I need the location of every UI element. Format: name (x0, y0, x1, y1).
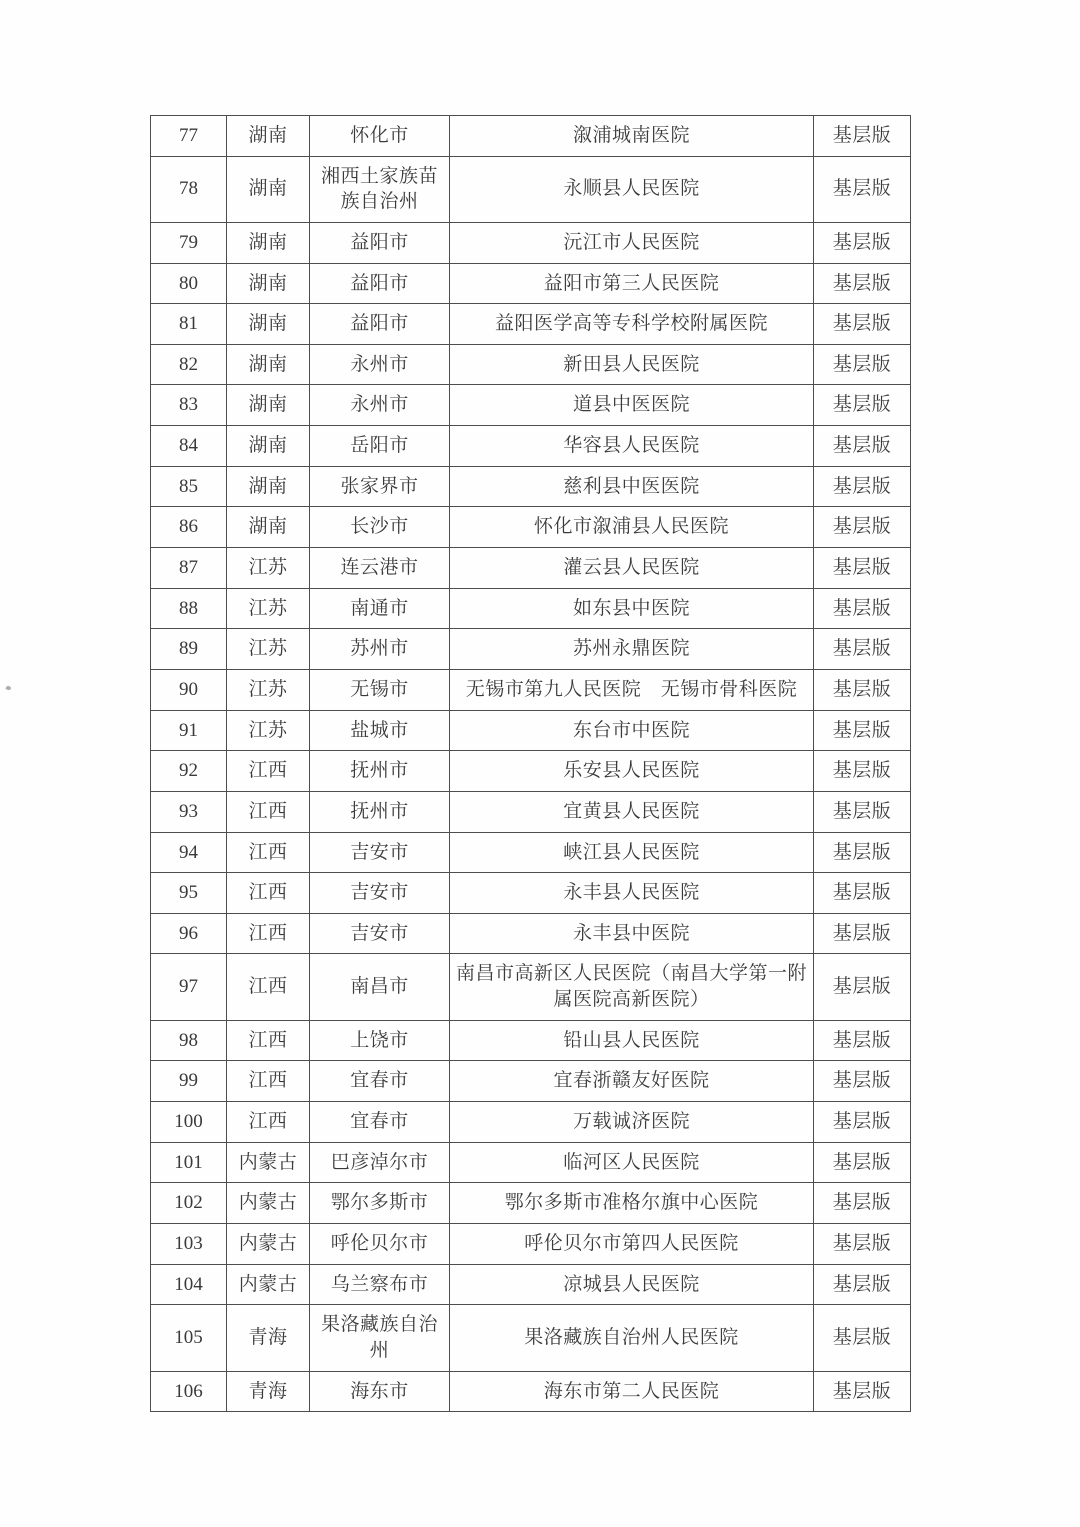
hospital-name-cell: 东台市中医院 (450, 710, 814, 751)
version-cell: 基层版 (814, 1305, 911, 1371)
table-row (151, 466, 911, 507)
row-number-cell: 86 (151, 507, 227, 548)
city-cell: 吉安市 (310, 873, 450, 914)
hospital-name-cell: 宜黄县人民医院 (450, 791, 814, 832)
table-row (151, 832, 911, 873)
row-number-cell: 77 (151, 116, 227, 157)
row-number-cell: 88 (151, 588, 227, 629)
province-cell: 内蒙古 (227, 1142, 310, 1183)
row-number-cell: 78 (151, 156, 227, 222)
row-number-cell: 100 (151, 1102, 227, 1143)
hospital-name-cell: 道县中医医院 (450, 385, 814, 426)
city-cell: 盐城市 (310, 710, 450, 751)
row-number-cell: 99 (151, 1061, 227, 1102)
table-row (151, 1142, 911, 1183)
city-cell: 巴彦淖尔市 (310, 1142, 450, 1183)
version-cell: 基层版 (814, 791, 911, 832)
province-cell: 江西 (227, 1020, 310, 1061)
hospital-name-cell: 海东市第二人民医院 (450, 1371, 814, 1412)
hospital-name-cell: 新田县人民医院 (450, 344, 814, 385)
version-cell: 基层版 (814, 1020, 911, 1061)
table-row (151, 1371, 911, 1412)
city-cell: 南通市 (310, 588, 450, 629)
version-cell: 基层版 (814, 1183, 911, 1224)
hospital-table-body (151, 116, 911, 1412)
table-row (151, 385, 911, 426)
hospital-name-cell: 临河区人民医院 (450, 1142, 814, 1183)
row-number-cell: 101 (151, 1142, 227, 1183)
city-cell: 乌兰察布市 (310, 1264, 450, 1305)
city-cell: 益阳市 (310, 263, 450, 304)
province-cell: 江西 (227, 1102, 310, 1143)
province-cell: 湖南 (227, 263, 310, 304)
row-number-cell: 81 (151, 304, 227, 345)
version-cell: 基层版 (814, 116, 911, 157)
city-cell: 益阳市 (310, 304, 450, 345)
province-cell: 江苏 (227, 669, 310, 710)
table-row (151, 507, 911, 548)
table-row (151, 116, 911, 157)
row-number-cell: 96 (151, 913, 227, 954)
table-row (151, 222, 911, 263)
version-cell: 基层版 (814, 954, 911, 1020)
row-number-cell: 95 (151, 873, 227, 914)
row-number-cell: 102 (151, 1183, 227, 1224)
province-cell: 江西 (227, 791, 310, 832)
city-cell: 无锡市 (310, 669, 450, 710)
version-cell: 基层版 (814, 222, 911, 263)
table-row (151, 1183, 911, 1224)
hospital-name-cell: 南昌市高新区人民医院（南昌大学第一附属医院高新医院） (450, 954, 814, 1020)
hospital-name-cell: 万载诚济医院 (450, 1102, 814, 1143)
table-row (151, 1305, 911, 1371)
hospital-name-cell: 如东县中医院 (450, 588, 814, 629)
table-row (151, 588, 911, 629)
table-row (151, 426, 911, 467)
province-cell: 湖南 (227, 466, 310, 507)
city-cell: 呼伦贝尔市 (310, 1223, 450, 1264)
version-cell: 基层版 (814, 751, 911, 792)
province-cell: 内蒙古 (227, 1223, 310, 1264)
hospital-name-cell: 苏州永鼎医院 (450, 629, 814, 670)
table-row (151, 548, 911, 589)
version-cell: 基层版 (814, 1264, 911, 1305)
city-cell: 吉安市 (310, 832, 450, 873)
province-cell: 湖南 (227, 507, 310, 548)
row-number-cell: 98 (151, 1020, 227, 1061)
table-row (151, 1061, 911, 1102)
hospital-name-cell: 益阳市第三人民医院 (450, 263, 814, 304)
row-number-cell: 80 (151, 263, 227, 304)
table-row (151, 344, 911, 385)
hospital-name-cell: 乐安县人民医院 (450, 751, 814, 792)
version-cell: 基层版 (814, 385, 911, 426)
province-cell: 江苏 (227, 588, 310, 629)
row-number-cell: 85 (151, 466, 227, 507)
city-cell: 抚州市 (310, 791, 450, 832)
city-cell: 长沙市 (310, 507, 450, 548)
city-cell: 果洛藏族自治州 (310, 1305, 450, 1371)
hospital-name-cell: 无锡市第九人民医院 无锡市骨科医院 (450, 669, 814, 710)
city-cell: 怀化市 (310, 116, 450, 157)
province-cell: 内蒙古 (227, 1183, 310, 1224)
city-cell: 宜春市 (310, 1061, 450, 1102)
hospital-name-cell: 峡江县人民医院 (450, 832, 814, 873)
province-cell: 江苏 (227, 629, 310, 670)
table-row (151, 156, 911, 222)
table-row (151, 1223, 911, 1264)
city-cell: 湘西土家族苗族自治州 (310, 156, 450, 222)
city-cell: 宜春市 (310, 1102, 450, 1143)
province-cell: 江西 (227, 954, 310, 1020)
version-cell: 基层版 (814, 832, 911, 873)
hospital-name-cell: 益阳医学高等专科学校附属医院 (450, 304, 814, 345)
province-cell: 青海 (227, 1371, 310, 1412)
version-cell: 基层版 (814, 669, 911, 710)
province-cell: 江西 (227, 832, 310, 873)
hospital-name-cell: 宜春浙赣友好医院 (450, 1061, 814, 1102)
version-cell: 基层版 (814, 466, 911, 507)
version-cell: 基层版 (814, 588, 911, 629)
row-number-cell: 94 (151, 832, 227, 873)
table-row (151, 710, 911, 751)
row-number-cell: 93 (151, 791, 227, 832)
province-cell: 湖南 (227, 156, 310, 222)
hospital-name-cell: 呼伦贝尔市第四人民医院 (450, 1223, 814, 1264)
hospital-name-cell: 永丰县中医院 (450, 913, 814, 954)
version-cell: 基层版 (814, 913, 911, 954)
table-row (151, 1264, 911, 1305)
table-row (151, 263, 911, 304)
hospital-name-cell: 怀化市溆浦县人民医院 (450, 507, 814, 548)
hospital-name-cell: 沅江市人民医院 (450, 222, 814, 263)
table-row (151, 669, 911, 710)
city-cell: 永州市 (310, 385, 450, 426)
table-row (151, 751, 911, 792)
province-cell: 江苏 (227, 548, 310, 589)
hospital-name-cell: 华容县人民医院 (450, 426, 814, 467)
province-cell: 湖南 (227, 304, 310, 345)
city-cell: 连云港市 (310, 548, 450, 589)
province-cell: 江西 (227, 751, 310, 792)
version-cell: 基层版 (814, 873, 911, 914)
table-row (151, 913, 911, 954)
row-number-cell: 84 (151, 426, 227, 467)
row-number-cell: 104 (151, 1264, 227, 1305)
table-row (151, 791, 911, 832)
row-number-cell: 87 (151, 548, 227, 589)
province-cell: 湖南 (227, 344, 310, 385)
city-cell: 抚州市 (310, 751, 450, 792)
row-number-cell: 105 (151, 1305, 227, 1371)
version-cell: 基层版 (814, 507, 911, 548)
row-number-cell: 91 (151, 710, 227, 751)
table-row (151, 304, 911, 345)
version-cell: 基层版 (814, 629, 911, 670)
province-cell: 江苏 (227, 710, 310, 751)
hospital-name-cell: 灌云县人民医院 (450, 548, 814, 589)
version-cell: 基层版 (814, 1102, 911, 1143)
row-number-cell: 106 (151, 1371, 227, 1412)
row-number-cell: 83 (151, 385, 227, 426)
version-cell: 基层版 (814, 304, 911, 345)
version-cell: 基层版 (814, 1371, 911, 1412)
province-cell: 湖南 (227, 116, 310, 157)
version-cell: 基层版 (814, 1223, 911, 1264)
version-cell: 基层版 (814, 263, 911, 304)
province-cell: 湖南 (227, 222, 310, 263)
hospital-name-cell: 永丰县人民医院 (450, 873, 814, 914)
province-cell: 江西 (227, 873, 310, 914)
version-cell: 基层版 (814, 548, 911, 589)
hospital-name-cell: 溆浦城南医院 (450, 116, 814, 157)
hospital-name-cell: 果洛藏族自治州人民医院 (450, 1305, 814, 1371)
province-cell: 湖南 (227, 385, 310, 426)
table-row (151, 1020, 911, 1061)
hospital-name-cell: 凉城县人民医院 (450, 1264, 814, 1305)
version-cell: 基层版 (814, 426, 911, 467)
row-number-cell: 89 (151, 629, 227, 670)
row-number-cell: 97 (151, 954, 227, 1020)
hospital-name-cell: 鄂尔多斯市准格尔旗中心医院 (450, 1183, 814, 1224)
province-cell: 青海 (227, 1305, 310, 1371)
city-cell: 吉安市 (310, 913, 450, 954)
row-number-cell: 82 (151, 344, 227, 385)
row-number-cell: 79 (151, 222, 227, 263)
province-cell: 江西 (227, 913, 310, 954)
version-cell: 基层版 (814, 156, 911, 222)
version-cell: 基层版 (814, 710, 911, 751)
city-cell: 鄂尔多斯市 (310, 1183, 450, 1224)
row-number-cell: 90 (151, 669, 227, 710)
city-cell: 益阳市 (310, 222, 450, 263)
province-cell: 内蒙古 (227, 1264, 310, 1305)
version-cell: 基层版 (814, 344, 911, 385)
row-number-cell: 103 (151, 1223, 227, 1264)
hospital-list-table (150, 115, 911, 1412)
scan-artifact (5, 685, 11, 690)
version-cell: 基层版 (814, 1061, 911, 1102)
table-row (151, 873, 911, 914)
city-cell: 苏州市 (310, 629, 450, 670)
table-row (151, 954, 911, 1020)
city-cell: 岳阳市 (310, 426, 450, 467)
table-row (151, 629, 911, 670)
hospital-name-cell: 慈利县中医医院 (450, 466, 814, 507)
city-cell: 上饶市 (310, 1020, 450, 1061)
province-cell: 湖南 (227, 426, 310, 467)
city-cell: 永州市 (310, 344, 450, 385)
city-cell: 南昌市 (310, 954, 450, 1020)
table-row (151, 1102, 911, 1143)
version-cell: 基层版 (814, 1142, 911, 1183)
city-cell: 张家界市 (310, 466, 450, 507)
hospital-name-cell: 铅山县人民医院 (450, 1020, 814, 1061)
row-number-cell: 92 (151, 751, 227, 792)
province-cell: 江西 (227, 1061, 310, 1102)
hospital-name-cell: 永顺县人民医院 (450, 156, 814, 222)
city-cell: 海东市 (310, 1371, 450, 1412)
